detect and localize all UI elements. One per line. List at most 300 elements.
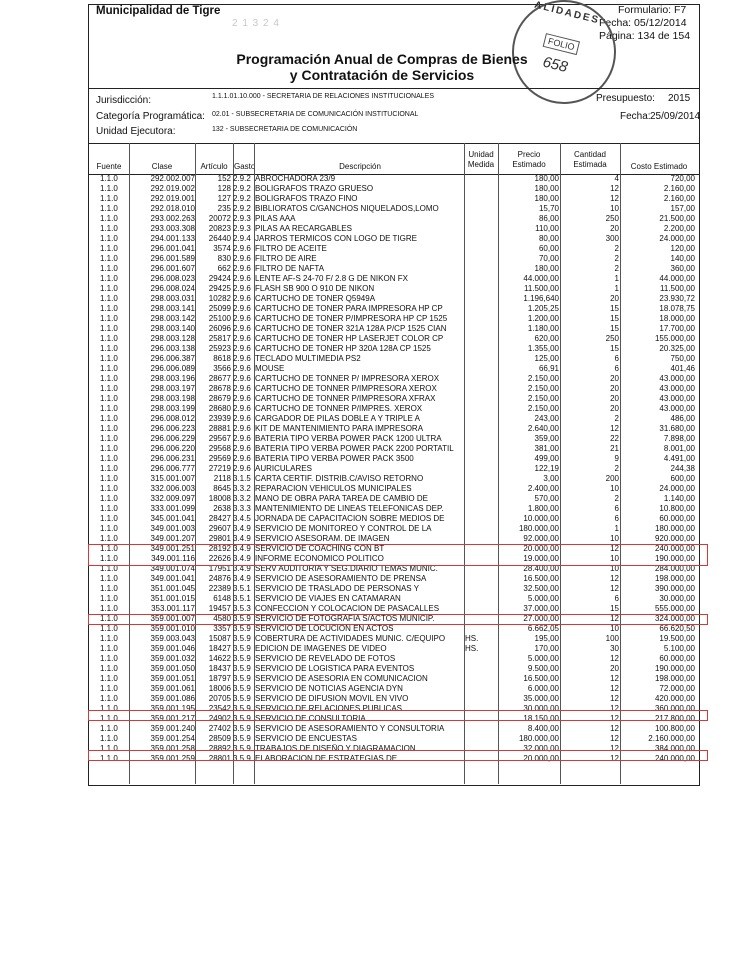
cell-fuente: 1.1.0 [100,354,118,363]
cell-articulo: 20705 [208,694,231,703]
cell-gasto: 3.5.9 [233,674,251,683]
categoria-label: Categoría Programática: [96,111,205,122]
form-number: Formulario: F7 [618,4,687,16]
cell-cantidad: 10 [610,204,619,213]
cell-clase: 293.002.263 [150,214,195,223]
cell-costo: 720,00 [670,174,695,183]
cell-descripcion: FILTRO DE AIRE [255,254,317,263]
cell-clase: 359.001.217 [150,714,195,723]
cell-fuente: 1.1.0 [100,624,118,633]
cell-clase: 359.001.258 [150,744,195,753]
cell-descripcion: TRABAJOS DE DISEÑO Y DIAGRAMACION [255,744,416,753]
cell-precio: 110,00 [535,224,559,233]
table-row [89,724,699,734]
cell-fuente: 1.1.0 [100,564,118,573]
cell-precio: 2.150,00 [527,384,559,393]
cell-articulo: 28892 [208,744,231,753]
cell-descripcion: MANO DE OBRA PARA TAREA DE CAMBIO DE [255,494,428,503]
table-row [89,464,699,474]
cell-descripcion: SERVICIO DE CONSULTORIA [255,714,366,723]
cell-clase: 349.001.074 [150,564,195,573]
cell-articulo: 28192 [208,544,231,553]
cell-costo: 24.000,00 [659,234,695,243]
cell-articulo: 27402 [208,724,231,733]
fecha-value: 25/09/2014 [650,111,701,122]
cell-clase: 298.003.198 [150,394,195,403]
cell-gasto: 3.5.9 [233,744,251,753]
cell-gasto: 2.9.6 [233,324,251,333]
cell-clase: 353.001.117 [151,604,195,613]
presupuesto-value: 2015 [668,93,691,104]
cell-costo: 324.000,00 [654,614,695,623]
cell-articulo: 25817 [208,334,231,343]
cell-descripcion: COBERTURA DE ACTIVIDADES MUNIC. C/EQUIPO [255,634,446,643]
cell-gasto: 3.5.9 [233,644,251,653]
cell-costo: 384.000,00 [654,744,695,753]
cell-articulo: 14622 [208,654,231,663]
col-clase-header: Clase [151,162,173,171]
cell-clase: 298.003.142 [150,314,195,323]
cell-cantidad: 6 [614,594,619,603]
cell-gasto: 2.9.6 [233,244,251,253]
cell-precio: 35.000,00 [523,694,559,703]
cell-clase: 298.003.197 [150,384,195,393]
cell-cantidad: 20 [610,294,619,303]
cell-articulo: 3566 [213,364,231,373]
cell-costo: 20.325,00 [659,344,695,353]
cell-cantidad: 12 [610,654,619,663]
cell-articulo: 19457 [208,604,231,613]
cell-precio: 243,00 [534,414,559,423]
cell-fuente: 1.1.0 [100,524,118,533]
cell-costo: 198.000,00 [654,674,695,683]
table-row [89,594,699,604]
cell-articulo: 25923 [208,344,231,353]
cell-gasto: 2.9.6 [233,364,251,373]
cell-cantidad: 2 [614,254,619,263]
cell-cantidad: 6 [614,354,619,363]
cell-costo: 7.898,00 [663,434,695,443]
cell-gasto: 2.9.6 [233,284,251,293]
cell-costo: 60.000,00 [659,514,695,523]
cell-articulo: 26096 [208,324,231,333]
table-row [89,484,699,494]
table-row [89,224,699,234]
cell-fuente: 1.1.0 [100,244,118,253]
presupuesto-label: Presupuesto: [596,93,655,104]
cell-gasto: 2.9.6 [233,274,251,283]
cell-costo: 23.930,72 [659,294,695,303]
cell-precio: 80,00 [538,234,559,243]
cell-costo: 180.000,00 [654,524,695,533]
cell-cantidad: 12 [610,614,619,623]
cell-articulo: 4580 [213,614,231,623]
table-row [89,534,699,544]
cell-fuente: 1.1.0 [100,594,118,603]
cell-cantidad: 12 [610,584,619,593]
unidad-value: 132 - SUBSECRETARIA DE COMUNICACIÓN [212,126,358,133]
cell-cantidad: 12 [610,184,619,193]
cell-precio: 60,00 [538,244,559,253]
cell-descripcion: PILAS AA RECARGABLES [255,224,352,233]
cell-articulo: 28509 [208,734,231,743]
cell-clase: 296.006.220 [150,444,195,453]
cell-precio: 180,00 [534,174,559,183]
cell-gasto: 3.4.9 [233,534,251,543]
cell-fuente: 1.1.0 [100,724,118,733]
cell-precio: 3,00 [543,474,559,483]
cell-fuente: 1.1.0 [100,634,118,643]
cell-fuente: 1.1.0 [100,504,118,513]
table-row [89,304,699,314]
cell-costo: 486,00 [670,414,695,423]
cell-costo: 21.500,00 [659,214,695,223]
cell-clase: 359.003.043 [150,634,195,643]
cell-clase: 296.003.138 [150,344,195,353]
cell-descripcion: CARTUCHO DE TONNER P/IMPRES. XEROX [255,404,423,413]
cell-articulo: 29567 [208,434,231,443]
cell-precio: 381,00 [534,444,559,453]
cell-precio: 27.000,00 [523,614,559,623]
cell-descripcion: CARTUCHO DE TONER 321A 128A P/CP 1525 CIAN [255,324,447,333]
cell-gasto: 3.5.9 [233,684,251,693]
cell-clase: 315.001.007 [150,474,195,483]
cell-costo: 4.491,00 [663,454,695,463]
cell-descripcion: SERVICIO DE COACHING CON BT [255,544,385,553]
cell-articulo: 830 [217,254,231,263]
cell-fuente: 1.1.0 [100,254,118,263]
cell-precio: 180,00 [534,184,559,193]
cell-precio: 2.640,00 [527,424,559,433]
table-row [89,184,699,194]
issue-date: Fecha: 05/12/2014 [599,17,687,29]
cell-gasto: 2.9.4 [233,234,251,243]
cell-costo: 8.001,00 [663,444,695,453]
table-row [89,634,699,644]
cell-precio: 180.000,00 [518,524,559,533]
cell-costo: 5.100,00 [663,644,695,653]
cell-fuente: 1.1.0 [100,434,118,443]
cell-precio: 499,00 [534,454,559,463]
cell-clase: 296.001.041 [150,244,195,253]
cell-gasto: 3.5.9 [233,614,251,623]
cell-costo: 190.000,00 [654,554,695,563]
cell-articulo: 20072 [208,214,231,223]
categoria-value: 02.01 - SUBSECRETARIA DE COMUNICACIÓN INSTITUCIONAL [212,111,419,118]
cell-gasto: 3.3.2 [233,484,251,493]
cell-precio: 9.500,00 [527,664,559,673]
cell-fuente: 1.1.0 [100,344,118,353]
cell-descripcion: SERVICIO DE VIAJES EN CATAMARAN [255,594,401,603]
cell-fuente: 1.1.0 [100,664,118,673]
cell-fuente: 1.1.0 [100,544,118,553]
cell-descripcion: MOUSE [255,364,285,373]
cell-gasto: 2.9.6 [233,464,251,473]
cell-descripcion: AURICULARES [255,464,312,473]
cell-precio: 10.000,00 [523,514,559,523]
cell-costo: 43.000,00 [659,404,695,413]
cell-clase: 296.001.607 [150,264,195,273]
table-row [89,584,699,594]
col-costo-header: Costo Estimado [630,162,688,171]
cell-costo: 284.000,00 [654,564,695,573]
cell-fuente: 1.1.0 [100,184,118,193]
cell-precio: 11.500,00 [524,284,559,293]
cell-cantidad: 6 [614,504,619,513]
cell-cantidad: 12 [610,424,619,433]
cell-fuente: 1.1.0 [100,494,118,503]
cell-descripcion: PILAS AAA [255,214,296,223]
cell-articulo: 128 [217,184,231,193]
cell-clase: 296.006.089 [150,364,195,373]
cell-articulo: 29801 [208,534,231,543]
cell-precio: 195,00 [534,634,559,643]
cell-cantidad: 12 [610,674,619,683]
cell-cantidad: 10 [610,624,619,633]
cell-clase: 351.001.045 [150,584,195,593]
cell-costo: 240.000,00 [654,754,695,763]
col-cantidad-header-1: Cantidad [573,150,607,159]
cell-costo: 18.000,00 [659,314,695,323]
cell-costo: 155.000,00 [654,334,695,343]
cell-gasto: 3.4.9 [233,544,251,553]
cell-precio: 30.000,00 [523,704,559,713]
cell-costo: 18.078,75 [659,304,695,313]
table-row [89,454,699,464]
cell-clase: 359.001.007 [150,614,195,623]
cell-costo: 100.800,00 [654,724,695,733]
cell-fuente: 1.1.0 [100,414,118,423]
cell-cantidad: 15 [610,304,619,313]
cell-clase: 349.001.041 [150,574,195,583]
cell-costo: 2.160,00 [663,194,695,203]
cell-costo: 30.000,00 [659,594,695,603]
cell-clase: 296.006.229 [150,434,195,443]
table-row [89,414,699,424]
table-row [89,504,699,514]
cell-articulo: 8645 [213,484,231,493]
cell-clase: 349.001.116 [151,554,195,563]
cell-gasto: 3.4.9 [233,554,251,563]
cell-descripcion: CARTUCHO DE TONNER P/IMPRESORA XFRAX [255,394,436,403]
cell-cantidad: 22 [610,434,619,443]
cell-descripcion: SERVICIO DE MONITOREO Y CONTROL DE LA [255,524,432,533]
cell-clase: 298.003.199 [150,404,195,413]
cell-gasto: 2.9.6 [233,404,251,413]
table-row [89,394,699,404]
cell-costo: 1.140,00 [663,494,695,503]
cell-fuente: 1.1.0 [100,584,118,593]
cell-fuente: 1.1.0 [100,704,118,713]
cell-articulo: 3574 [213,244,231,253]
cell-clase: 345.001.041 [150,514,195,523]
cell-articulo: 23542 [208,704,231,713]
cell-fuente: 1.1.0 [100,474,118,483]
cell-fuente: 1.1.0 [100,514,118,523]
stamp-folio-number: 658 [540,53,570,77]
cell-costo: 157,00 [670,204,695,213]
table-row [89,354,699,364]
cell-cantidad: 21 [610,444,619,453]
cell-descripcion: JARROS TERMICOS CON LOGO DE TIGRE [255,234,417,243]
cell-costo: 198.000,00 [654,574,695,583]
cell-precio: 5.000,00 [527,594,559,603]
cell-fuente: 1.1.0 [100,274,118,283]
cell-costo: 401,46 [670,364,695,373]
cell-cantidad: 1 [614,274,619,283]
cell-descripcion: REPARACION VEHICULOS MUNICIPALES [255,484,412,493]
header-top-rule [89,143,699,144]
cell-precio: 8.400,00 [527,724,559,733]
cell-costo: 43.000,00 [659,384,695,393]
cell-articulo: 18797 [208,674,231,683]
cell-articulo: 23939 [208,414,231,423]
cell-precio: 6.000,00 [527,684,559,693]
cell-costo: 17.700,00 [659,324,695,333]
cell-gasto: 3.5.3 [233,604,251,613]
cell-descripcion: KIT DE MANTENIMIENTO PARA IMPRESORA [255,424,424,433]
cell-costo: 2.160,00 [663,184,695,193]
cell-articulo: 28427 [208,514,231,523]
cell-descripcion: JORNADA DE CAPACITACION SOBRE MEDIOS DE [255,514,445,523]
cell-fuente: 1.1.0 [100,214,118,223]
stamp-top-text: ALIDADES [533,0,601,27]
cell-gasto: 2.9.6 [233,394,251,403]
cell-articulo: 29424 [208,274,231,283]
cell-cantidad: 12 [610,694,619,703]
cell-descripcion: CARTUCHO DE TONER HP 320A 128A CP 1525 [255,344,431,353]
table-row [89,694,699,704]
cell-precio: 2.150,00 [527,374,559,383]
cell-costo: 43.000,00 [659,394,695,403]
cell-articulo: 28881 [208,424,231,433]
cell-articulo: 6148 [213,594,231,603]
cell-gasto: 3.5.1 [233,584,251,593]
cell-gasto: 2.9.6 [233,314,251,323]
cell-descripcion: TECLADO MULTIMEDIA PS2 [255,354,361,363]
cell-fuente: 1.1.0 [100,174,118,183]
cell-articulo: 8618 [213,354,231,363]
cell-gasto: 2.9.2 [233,204,251,213]
cell-fuente: 1.1.0 [100,424,118,433]
cell-cantidad: 12 [610,714,619,723]
cell-precio: 6.662,05 [527,624,559,633]
cell-clase: 359.001.061 [150,684,195,693]
cell-precio: 16.500,00 [523,674,559,683]
cell-precio: 570,00 [534,494,559,503]
cell-articulo: 127 [217,194,231,203]
cell-precio: 1.196,640 [523,294,559,303]
highlight-box-encuestas [88,750,708,761]
cell-gasto: 2.9.6 [233,374,251,383]
cell-articulo: 28677 [208,374,231,383]
cell-cantidad: 2 [614,244,619,253]
col-precio-header-2: Estimado [512,160,546,169]
table-row [89,314,699,324]
table-row [89,664,699,674]
cell-clase: 359.001.050 [150,664,195,673]
cell-cantidad: 12 [610,684,619,693]
cell-cantidad: 15 [610,344,619,353]
cell-unidad: HS. [465,644,479,653]
cell-fuente: 1.1.0 [100,384,118,393]
cell-costo: 60.000,00 [659,654,695,663]
cell-descripcion: CARTUCHO DE TONER Q5949A [255,294,376,303]
cell-articulo: 18006 [208,684,231,693]
cell-costo: 217.800,00 [654,714,695,723]
cell-precio: 66,91 [538,364,559,373]
cell-fuente: 1.1.0 [100,444,118,453]
cell-precio: 180,00 [534,264,559,273]
cell-precio: 180.000,00 [518,734,559,743]
cell-fuente: 1.1.0 [100,314,118,323]
table-row [89,624,699,634]
col-cantidad-header-2: Estimada [573,160,607,169]
cell-costo: 2.200,00 [663,224,695,233]
cell-articulo: 29569 [208,454,231,463]
cell-cantidad: 200 [605,474,619,483]
cell-costo: 244,38 [670,464,695,473]
title-separator [89,88,699,89]
cell-precio: 19.000,00 [523,554,559,563]
cell-fuente: 1.1.0 [100,744,118,753]
cell-fuente: 1.1.0 [100,554,118,563]
cell-cantidad: 2 [614,264,619,273]
cell-descripcion: BOLIGRAFOS TRAZO FINO [255,194,358,203]
cell-gasto: 2.9.2 [233,174,251,183]
cell-costo: 19.500,00 [659,634,695,643]
cell-cantidad: 2 [614,414,619,423]
cell-articulo: 25100 [208,314,231,323]
cell-articulo: 26440 [208,234,231,243]
fecha-label: Fecha: [620,111,651,122]
cell-cantidad: 15 [610,314,619,323]
col-descripcion-header: Descripción [339,162,381,171]
cell-articulo: 29607 [208,524,231,533]
cell-precio: 1.200,00 [527,314,559,323]
cell-precio: 1.800,00 [527,504,559,513]
cell-gasto: 2.9.6 [233,254,251,263]
cell-cantidad: 12 [610,194,619,203]
cell-clase: 294.001.133 [150,234,195,243]
faint-stamp-text: 2 1 3 2 4 [232,18,280,29]
table-row [89,574,699,584]
cell-cantidad: 100 [605,634,619,643]
cell-articulo: 29425 [208,284,231,293]
highlight-box-difusion-movil [88,710,708,721]
cell-clase: 359.001.046 [150,644,195,653]
table-row [89,404,699,414]
cell-fuente: 1.1.0 [100,284,118,293]
cell-fuente: 1.1.0 [100,394,118,403]
cell-descripcion: CARTUCHO DE TONNER P/ IMPRESORA XEROX [255,374,440,383]
cell-cantidad: 20 [610,404,619,413]
cell-articulo: 235 [217,204,231,213]
cell-costo: 43.000,00 [659,374,695,383]
cell-clase: 349.001.003 [150,524,195,533]
cell-articulo: 18427 [208,644,231,653]
cell-costo: 920.000,00 [654,534,695,543]
cell-cantidad: 10 [610,534,619,543]
cell-cantidad: 6 [614,514,619,523]
cell-gasto: 2.9.6 [233,294,251,303]
cell-gasto: 3.5.9 [233,724,251,733]
cell-fuente: 1.1.0 [100,754,118,763]
cell-cantidad: 12 [610,754,619,763]
cell-articulo: 662 [217,264,231,273]
cell-clase: 349.001.251 [150,544,195,553]
cell-fuente: 1.1.0 [100,714,118,723]
